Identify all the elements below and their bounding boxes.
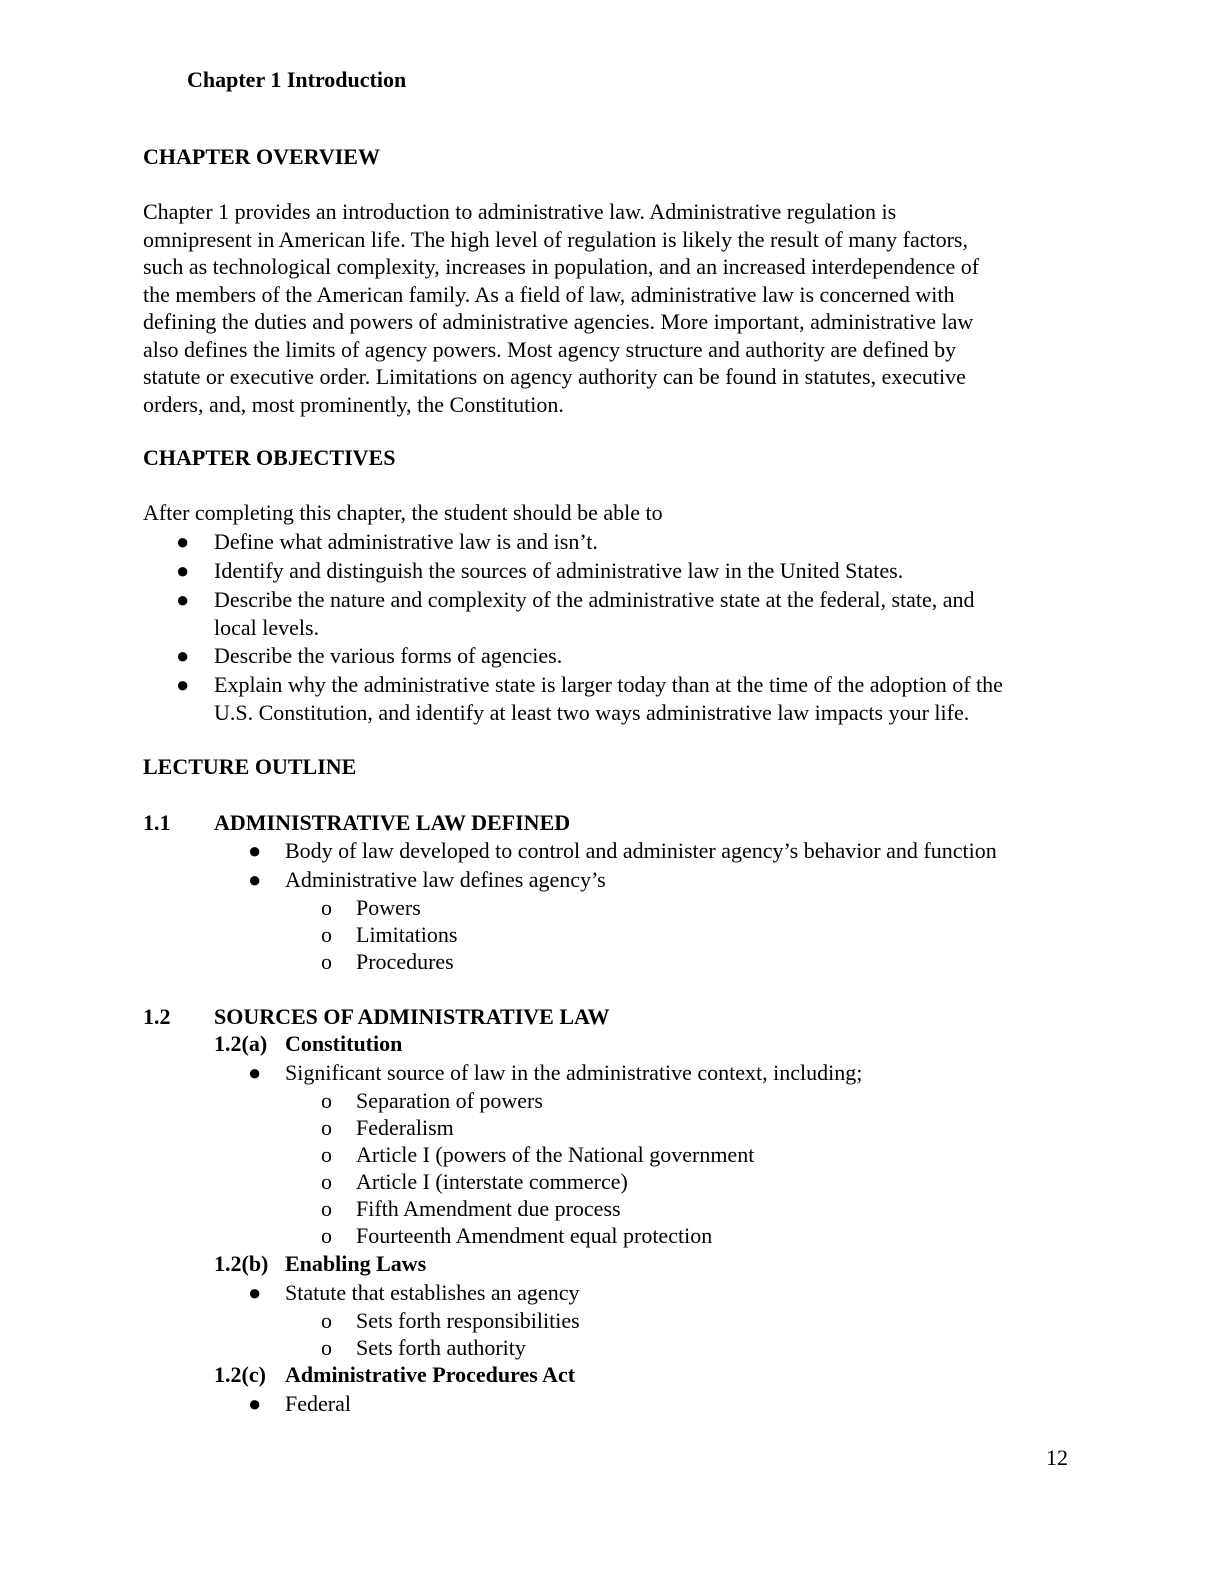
section-title: ADMINISTRATIVE LAW DEFINED bbox=[214, 810, 571, 835]
bullet-glyph: ● bbox=[248, 838, 262, 863]
subsection-title: Constitution bbox=[285, 1031, 403, 1056]
objectives-intro: After completing this chapter, the student should be able to bbox=[143, 500, 663, 525]
overview-line: Chapter 1 provides an introduction to administrative law. Administrative regulation is bbox=[143, 199, 897, 224]
subsection-number: 1.2(a) bbox=[214, 1031, 268, 1056]
outline-heading: LECTURE OUTLINE bbox=[143, 754, 357, 779]
bullet-glyph: ● bbox=[176, 558, 190, 583]
objective-item: Define what administrative law is and isn’t. bbox=[214, 529, 598, 554]
sub-bullet-glyph: o bbox=[321, 1115, 332, 1140]
overview-line: such as technological complexity, increases in population, and an increased interdependence of bbox=[143, 254, 980, 279]
outline-bullet: Administrative law defines agency’s bbox=[285, 867, 606, 892]
objective-item: Describe the various forms of agencies. bbox=[214, 643, 563, 668]
outline-sub-item: Article I (powers of the National government bbox=[356, 1142, 755, 1167]
objective-item-continued: local levels. bbox=[214, 615, 320, 640]
overview-line: the members of the American family. As a field of law, administrative law is concerned with bbox=[143, 281, 955, 307]
outline-sub-item: Separation of powers bbox=[356, 1088, 543, 1113]
sub-bullet-glyph: o bbox=[321, 1223, 332, 1248]
outline-sub-item: Powers bbox=[356, 895, 421, 920]
subsection-title: Enabling Laws bbox=[285, 1251, 427, 1276]
outline-sub-item: Sets forth responsibilities bbox=[356, 1308, 580, 1333]
overview-line: omnipresent in American life. The high level of regulation is likely the result of many factors, bbox=[143, 226, 968, 252]
objectives-heading: CHAPTER OBJECTIVES bbox=[143, 445, 396, 470]
outline-sub-item: Article I (interstate commerce) bbox=[356, 1169, 628, 1194]
overview-line: also defines the limits of agency powers. Most agency structure and authority are defined by bbox=[143, 336, 957, 362]
subsection-title: Administrative Procedures Act bbox=[285, 1362, 576, 1387]
chapter-title: Chapter 1 Introduction bbox=[187, 67, 407, 92]
overview-line: statute or executive order. Limitations on agency authority can be found in statutes, executive bbox=[143, 364, 966, 389]
section-title: SOURCES OF ADMINISTRATIVE LAW bbox=[214, 1004, 610, 1029]
section-number: 1.1 bbox=[143, 810, 171, 835]
outline-sub-item: Federalism bbox=[356, 1115, 454, 1140]
bullet-glyph: ● bbox=[176, 587, 190, 612]
subsection-number: 1.2(b) bbox=[214, 1251, 269, 1276]
overview-heading: CHAPTER OVERVIEW bbox=[143, 144, 380, 169]
sub-bullet-glyph: o bbox=[321, 1335, 332, 1360]
objective-item: Explain why the administrative state is larger today than at the time of the adoption of the bbox=[214, 672, 1003, 697]
outline-sub-item: Sets forth authority bbox=[356, 1335, 526, 1360]
outline-bullet: Significant source of law in the administrative context, including; bbox=[285, 1060, 863, 1085]
subsection-number: 1.2(c) bbox=[214, 1362, 266, 1387]
outline-sub-item: Fourteenth Amendment equal protection bbox=[356, 1223, 713, 1248]
bullet-glyph: ● bbox=[176, 529, 190, 554]
section-number: 1.2 bbox=[143, 1004, 171, 1029]
objective-item: Describe the nature and complexity of the administrative state at the federal, state, and bbox=[214, 587, 975, 612]
sub-bullet-glyph: o bbox=[321, 1308, 332, 1333]
bullet-glyph: ● bbox=[248, 867, 262, 892]
overview-line: defining the duties and powers of administrative agencies. More important, administrative law bbox=[143, 309, 974, 334]
bullet-glyph: ● bbox=[248, 1060, 262, 1085]
overview-paragraph bbox=[143, 198, 1083, 418]
bullet-glyph: ● bbox=[248, 1280, 262, 1305]
outline-bullet: Statute that establishes an agency bbox=[285, 1280, 580, 1305]
outline-sub-item: Procedures bbox=[356, 949, 454, 974]
outline-bullet: Body of law developed to control and administer agency’s behavior and function bbox=[285, 838, 997, 863]
sub-bullet-glyph: o bbox=[321, 895, 332, 920]
objective-item-continued: U.S. Constitution, and identify at least two ways administrative law impacts your life. bbox=[214, 700, 970, 725]
bullet-glyph: ● bbox=[176, 672, 190, 697]
sub-bullet-glyph: o bbox=[321, 949, 332, 974]
sub-bullet-glyph: o bbox=[321, 1088, 332, 1113]
overview-line: orders, and, most prominently, the Constitution. bbox=[143, 391, 564, 417]
sub-bullet-glyph: o bbox=[321, 922, 332, 947]
sub-bullet-glyph: o bbox=[321, 1142, 332, 1167]
bullet-glyph: ● bbox=[176, 643, 190, 668]
outline-sub-item: Limitations bbox=[356, 922, 458, 947]
outline-sub-item: Fifth Amendment due process bbox=[356, 1196, 621, 1221]
outline-bullet: Federal bbox=[285, 1391, 351, 1416]
page-number: 12 bbox=[1046, 1445, 1068, 1470]
objective-item: Identify and distinguish the sources of administrative law in the United States. bbox=[214, 558, 904, 583]
sub-bullet-glyph: o bbox=[321, 1196, 332, 1221]
sub-bullet-glyph: o bbox=[321, 1169, 332, 1194]
bullet-glyph: ● bbox=[248, 1391, 262, 1416]
